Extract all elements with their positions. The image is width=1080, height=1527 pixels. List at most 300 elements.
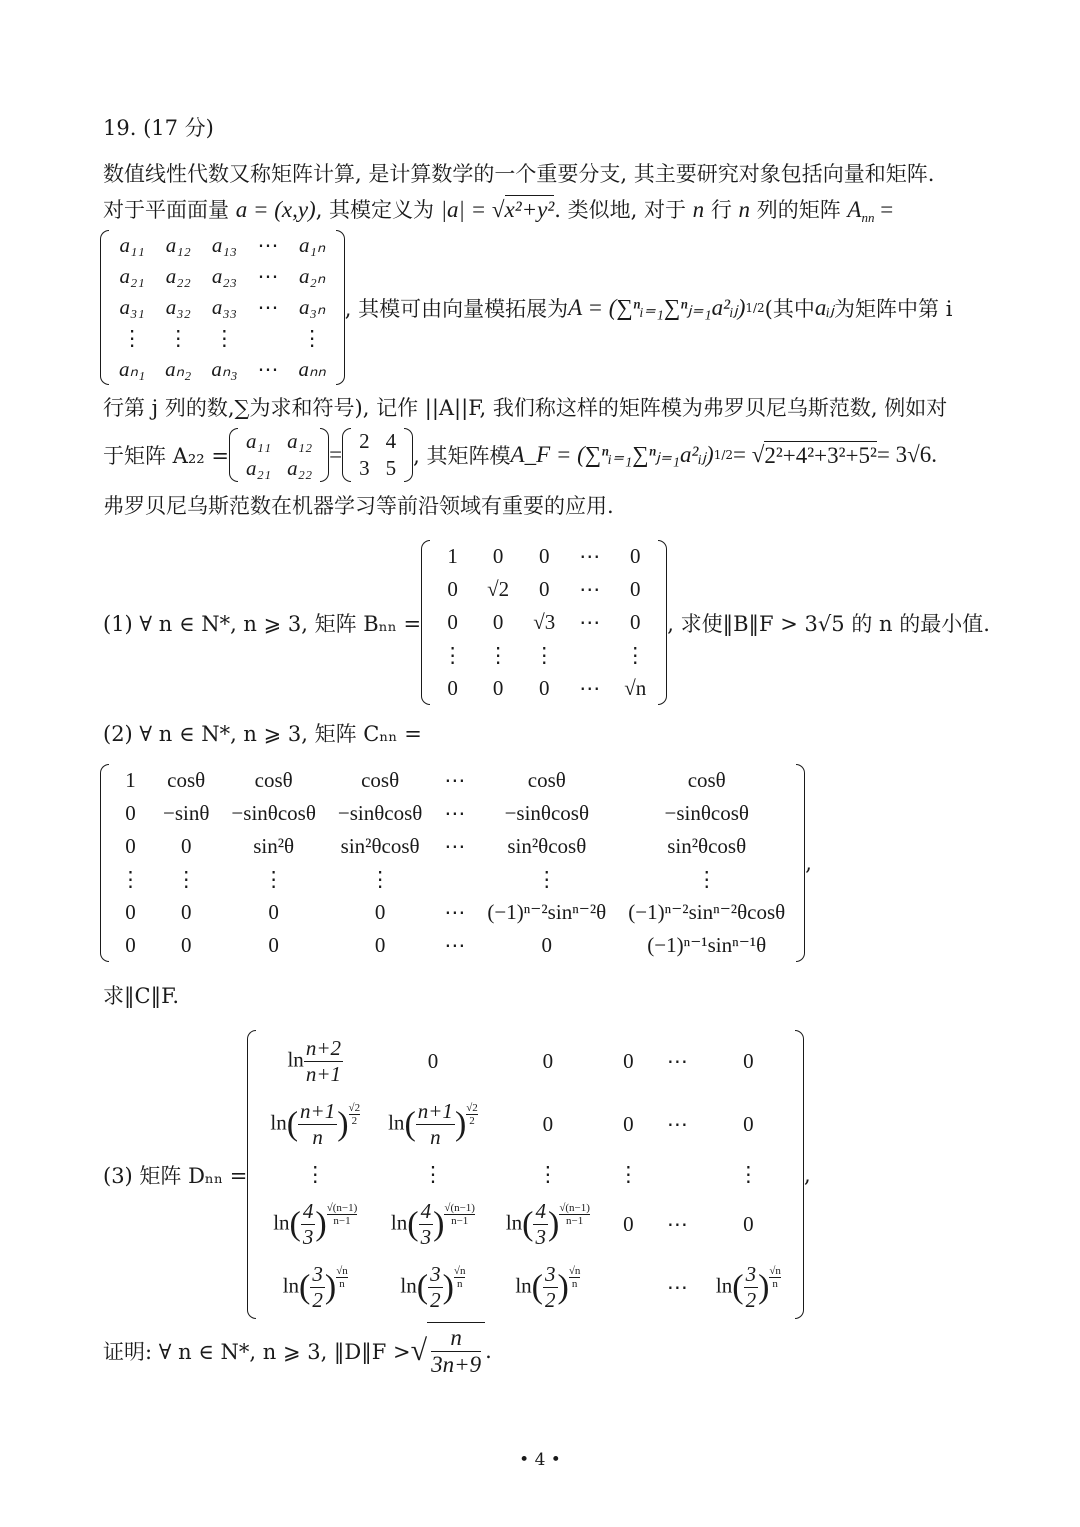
numerator: n+1 <box>300 1099 336 1123</box>
matrix-cell: a₁ₙ <box>299 233 326 257</box>
matrix-cell: cosθ <box>527 768 566 792</box>
question-2-ask: 求‖C‖F. <box>103 984 180 1008</box>
matrix-cell: ⋯ <box>579 676 601 700</box>
matrix-cell: −sinθcosθ <box>231 801 316 825</box>
matrix-row <box>351 428 404 455</box>
matrix-cell <box>248 323 289 354</box>
paren: ( <box>299 1268 311 1306</box>
ln-label: ln <box>273 1210 290 1235</box>
matrix-cell: a₂₂ <box>287 456 313 480</box>
matrix-cell: (−1)ⁿ⁻¹sinⁿ⁻¹θ <box>647 933 767 957</box>
matrix-cell: 1 <box>125 768 136 792</box>
matrix-cell: a₃₂ <box>165 295 191 319</box>
matrix-cell: 2 <box>359 429 370 453</box>
exponent-denominator: n <box>456 1278 463 1291</box>
matrix-C <box>100 764 805 962</box>
matrix-cell: sin²θcosθ <box>667 834 747 858</box>
matrix-cell: 0 <box>623 1049 634 1073</box>
matrix-cell: 0 <box>447 577 458 601</box>
paren: ) <box>758 1268 770 1306</box>
paren: ) <box>454 1105 467 1143</box>
ln-label: ln <box>388 1110 405 1135</box>
matrix-cell: ⋮ <box>737 1162 759 1186</box>
exponent <box>466 1102 478 1127</box>
matrix-cell: ⋮ <box>167 326 189 350</box>
fraction <box>419 1199 434 1250</box>
matrix-cell: 0 <box>447 676 458 700</box>
denominator: n <box>430 1125 441 1149</box>
matrix-row <box>430 672 658 705</box>
left-paren <box>421 540 430 705</box>
matrix-cell: ⋮ <box>301 326 323 350</box>
matrix-cell: ⋯ <box>257 233 279 257</box>
paren: ) <box>547 1205 560 1243</box>
text: 为矩阵中第 i <box>834 296 953 321</box>
matrix-cell: 0 <box>743 1049 754 1073</box>
matrix-cell: √3 <box>533 610 556 634</box>
matrix-row <box>109 830 796 863</box>
matrix-cell: 0 <box>629 577 641 601</box>
denominator: 2 <box>745 1288 757 1312</box>
matrix-cell <box>256 1030 374 1093</box>
matrix-cell: ⋯ <box>257 357 279 381</box>
math: n <box>738 197 751 222</box>
matrix-D <box>247 1030 804 1319</box>
matrix-A22-values <box>342 428 413 482</box>
math: = <box>329 442 343 467</box>
proof-statement: 证明: ∀ n ∈ N*, n ⩾ 3, ‖D‖F > √ $\frac{n}{3n+9}$ . <box>103 1322 492 1380</box>
matrix-cell: cosθ <box>361 768 400 792</box>
paren: ( <box>522 1205 534 1243</box>
right-paren <box>320 428 329 482</box>
numerator: 3 <box>430 1262 441 1286</box>
matrix-cell <box>492 1256 604 1319</box>
matrix-cell: 0 <box>542 1049 554 1073</box>
matrix-cell: ⋮ <box>304 1162 326 1186</box>
matrix-cell: 0 <box>447 610 458 634</box>
matrix-cell: 5 <box>385 456 397 480</box>
matrix-cell: a₁₂ <box>165 233 191 257</box>
matrix-A22 <box>229 428 329 482</box>
matrix-cell: 0 <box>180 933 192 957</box>
fraction <box>304 1036 343 1087</box>
denominator: n+1 <box>305 1062 341 1086</box>
matrix-cell: ⋮ <box>263 867 285 891</box>
numerator: 3 <box>745 1262 757 1286</box>
matrix-cell <box>702 1256 795 1319</box>
matrix-cell: cosθ <box>254 768 293 792</box>
matrix-cell: 1 <box>447 544 458 568</box>
matrix-cell: a₃ₙ <box>299 295 326 319</box>
paren: ( <box>407 1205 419 1243</box>
matrix-cell <box>256 1093 374 1156</box>
matrix-cell: (−1)ⁿ⁻²sinⁿ⁻²θ <box>487 900 607 924</box>
matrix-cell: sin²θcosθ <box>340 834 420 858</box>
left-paren <box>100 764 109 962</box>
exponent <box>444 1202 475 1227</box>
denominator: 3 <box>535 1225 546 1249</box>
matrix-cell: aₙ₁ <box>119 357 146 381</box>
matrix-cell: 0 <box>492 676 504 700</box>
matrix-cell: a₃₃ <box>211 295 237 319</box>
matrix-row <box>109 323 336 354</box>
matrix-row <box>109 863 796 896</box>
matrix-row <box>109 896 796 929</box>
matrix-cell: (−1)ⁿ⁻²sinⁿ⁻²θcosθ <box>628 900 786 924</box>
numerator: 4 <box>535 1199 546 1223</box>
matrix-cell: ⋯ <box>444 768 466 792</box>
math: 1/2 <box>713 448 734 462</box>
fraction <box>298 1099 337 1150</box>
matrix-cell: ⋮ <box>537 1162 559 1186</box>
matrix-cell: ⋯ <box>666 1275 688 1299</box>
matrix-cell <box>604 1256 653 1319</box>
matrix-cell: ⋯ <box>666 1049 688 1073</box>
matrix-cell: ⋯ <box>579 610 601 634</box>
ln-label: ln <box>287 1047 304 1072</box>
paren: ) <box>324 1268 337 1306</box>
exponent-denominator: n−1 <box>451 1215 469 1228</box>
matrix-cell: ⋯ <box>444 834 466 858</box>
matrix-cell: 4 <box>385 429 397 453</box>
matrix-row <box>109 261 336 292</box>
exponent <box>769 1265 781 1290</box>
matrix-cell: a₁₁ <box>119 233 145 257</box>
math: n <box>692 197 705 222</box>
matrix-cell: ⋯ <box>444 900 466 924</box>
matrix-cell: 0 <box>268 933 279 957</box>
question-number: 19. (17 分) <box>103 116 214 140</box>
matrix-cell: ⋮ <box>617 1162 639 1186</box>
paren: ( <box>416 1268 429 1306</box>
matrix-cell: 0 <box>125 933 136 957</box>
matrix-cell: 0 <box>125 801 136 825</box>
text: (其中 <box>764 296 815 321</box>
paren: ) <box>442 1268 454 1306</box>
exponent <box>559 1202 590 1227</box>
matrix-cell: 0 <box>538 577 550 601</box>
matrix-cell: a₁₁ <box>245 429 272 453</box>
fraction <box>427 1322 485 1380</box>
intro-line-1: 数值线性代数又称矩阵计算, 是计算数学的一个重要分支, 其主要研究对象包括向量和矩阵. <box>103 162 935 186</box>
matrix-cell: ⋯ <box>579 577 601 601</box>
matrix-cell: 0 <box>538 676 550 700</box>
matrix-cell: ⋯ <box>257 295 279 319</box>
text: . <box>485 1339 492 1363</box>
matrix-cell: √2 <box>487 577 510 601</box>
fraction <box>301 1199 316 1250</box>
left-paren <box>229 428 238 482</box>
right-paren <box>796 764 805 962</box>
matrix-row <box>256 1030 795 1093</box>
matrix-cell: ⋮ <box>422 1162 444 1186</box>
math: A <box>847 197 862 222</box>
matrix-cell: ⋯ <box>444 801 466 825</box>
matrix-cell: a₁₂ <box>287 429 313 453</box>
text: 对于平面面量 <box>103 198 236 222</box>
math: 2²+4²+3²+5² <box>764 443 877 468</box>
matrix-cell: 0 <box>125 834 136 858</box>
math: nn <box>861 210 875 226</box>
matrix-table <box>109 230 336 385</box>
matrix-cell: ⋯ <box>666 1212 688 1236</box>
intro-line-2 <box>103 194 893 226</box>
paren: ) <box>337 1105 349 1143</box>
matrix-cell <box>374 1193 492 1256</box>
matrix-row <box>430 606 658 639</box>
matrix-cell: 0 <box>427 1049 439 1073</box>
left-paren <box>342 428 351 482</box>
exponent-denominator: 2 <box>351 1115 358 1128</box>
matrix-cell: 0 <box>541 933 553 957</box>
text: 于矩阵 A₂₂ = <box>103 444 229 468</box>
exponent <box>327 1202 358 1227</box>
matrix-cell: ⋯ <box>444 933 466 957</box>
exponent-denominator: n <box>772 1278 778 1291</box>
matrix-cell: a₂₂ <box>165 264 191 288</box>
exponent-numerator: √(n−1) <box>559 1202 590 1215</box>
matrix-cell <box>433 863 476 896</box>
matrix-table <box>109 764 796 962</box>
left-paren <box>100 230 109 385</box>
fraction <box>744 1262 759 1313</box>
matrix-C-line <box>100 764 812 962</box>
intro-line-6: 弗罗贝尼乌斯范数在机器学习等前沿领域有重要的应用. <box>103 494 614 518</box>
fraction <box>416 1099 455 1150</box>
ln-label: ln <box>400 1273 417 1298</box>
matrix-cell: ⋮ <box>624 643 646 667</box>
matrix-cell: 0 <box>374 900 386 924</box>
matrix-cell: sin²θcosθ <box>507 834 587 858</box>
matrix-cell: 0 <box>492 610 504 634</box>
denominator: 3 <box>420 1225 432 1249</box>
denominator: 2 <box>545 1288 556 1312</box>
right-paren <box>795 1030 804 1319</box>
matrix-cell <box>492 1193 604 1256</box>
matrix-cell <box>374 1256 492 1319</box>
matrix-row <box>430 639 658 672</box>
matrix-cell: ⋮ <box>121 326 143 350</box>
matrix-row <box>109 354 336 385</box>
exponent-denominator: n−1 <box>333 1215 351 1228</box>
question-1 <box>103 540 990 705</box>
matrix-cell: ⋮ <box>120 867 141 891</box>
ln-label: ln <box>715 1273 733 1298</box>
math: x²+y² <box>504 197 555 222</box>
exponent-numerator: √2 <box>466 1102 478 1115</box>
ln-label: ln <box>505 1210 523 1235</box>
fraction <box>428 1262 443 1313</box>
text: 证明: ∀ n ∈ N*, n ⩾ 3, ‖D‖F > <box>103 1340 411 1364</box>
exponent-numerator: √n <box>568 1265 581 1278</box>
matrix-cell: −sinθ <box>163 801 210 825</box>
matrix-cell: 0 <box>268 900 279 924</box>
matrix-row <box>256 1156 795 1193</box>
exponent <box>454 1265 466 1290</box>
exponent-numerator: √2 <box>348 1102 361 1115</box>
matrix-row <box>256 1193 795 1256</box>
numerator: 3 <box>312 1262 323 1286</box>
matrix-cell: ⋮ <box>487 643 509 667</box>
matrix-cell: √n <box>624 676 647 700</box>
fraction <box>533 1199 548 1250</box>
matrix-cell: a₂₃ <box>211 264 237 288</box>
text: , <box>805 851 812 875</box>
matrix-cell: −sinθcosθ <box>337 801 423 825</box>
ln-label: ln <box>282 1273 300 1298</box>
matrix-row <box>238 455 320 482</box>
matrix-cell: 0 <box>542 1112 554 1136</box>
text: , 求使‖B‖F > 3√5 的 n 的最小值. <box>667 611 990 636</box>
paren: ( <box>531 1268 543 1306</box>
exponent <box>569 1265 581 1290</box>
exponent <box>336 1265 348 1290</box>
numerator: n+1 <box>417 1099 453 1123</box>
right-paren <box>336 230 345 385</box>
exponent-numerator: √n <box>336 1265 348 1278</box>
denominator: n <box>312 1125 323 1149</box>
question-3 <box>103 1030 811 1319</box>
matrix-cell: 0 <box>538 544 550 568</box>
ln-label: ln <box>390 1210 408 1235</box>
numerator: 4 <box>302 1199 314 1223</box>
matrix-cell: 0 <box>743 1112 754 1136</box>
matrix-table <box>430 540 658 705</box>
matrix-cell: 0 <box>492 544 504 568</box>
math: = <box>874 197 894 222</box>
text: , 其模定义为 <box>315 198 441 222</box>
matrix-cell: 0 <box>180 834 192 858</box>
denominator: 2 <box>430 1288 441 1312</box>
matrix-table <box>238 428 320 482</box>
matrix-A <box>100 230 345 385</box>
matrix-row <box>256 1093 795 1156</box>
paren: ( <box>289 1205 301 1243</box>
text: , <box>803 1162 811 1187</box>
matrix-cell: a₂₁ <box>119 264 145 288</box>
denominator: 3n+9 <box>431 1352 482 1377</box>
matrix-cell: sin²θ <box>253 834 295 858</box>
matrix-cell: 0 <box>629 610 641 634</box>
math: 1/2 <box>745 300 765 315</box>
matrix-B <box>421 540 667 705</box>
matrix-row <box>351 455 404 482</box>
matrix-row <box>256 1256 795 1319</box>
exponent-numerator: √(n−1) <box>326 1202 358 1215</box>
matrix-row <box>238 428 320 455</box>
matrix-row <box>109 292 336 323</box>
matrix-cell: a₁₃ <box>211 233 237 257</box>
matrix-cell <box>567 639 612 672</box>
matrix-cell: cosθ <box>167 768 206 792</box>
fraction <box>543 1262 558 1313</box>
text: . 类似地, 对于 <box>554 198 693 222</box>
matrix-cell: 0 <box>374 933 386 957</box>
matrix-cell: 0 <box>623 1212 634 1236</box>
matrix-row <box>109 230 336 261</box>
exponent-numerator: √n <box>769 1265 781 1278</box>
matrix-cell: cosθ <box>687 768 726 792</box>
right-paren <box>404 428 413 482</box>
matrix-cell: ⋯ <box>579 544 601 568</box>
paren: ) <box>557 1268 569 1306</box>
text: , 其模可由向量模拓展为 <box>344 296 569 321</box>
text: (3) 矩阵 Dₙₙ = <box>103 1163 248 1188</box>
matrix-cell: aₙ₂ <box>165 357 192 381</box>
right-paren <box>658 540 667 705</box>
numerator: n+2 <box>305 1036 341 1060</box>
matrix-row <box>109 764 796 797</box>
numerator: 3 <box>545 1262 556 1286</box>
numerator: 4 <box>420 1199 432 1223</box>
ln-label: ln <box>270 1110 287 1135</box>
exponent-numerator: √n <box>453 1265 466 1278</box>
matrix-cell: ⋮ <box>213 326 235 350</box>
page-number: • 4 • <box>519 1450 561 1470</box>
matrix-cell <box>374 1093 492 1156</box>
text: (1) ∀ n ∈ N*, n ⩾ 3, 矩阵 Bₙₙ = <box>103 611 422 636</box>
math: A_F = (∑ⁿᵢ₌₁∑ⁿⱼ₌₁a²ᵢⱼ) <box>510 442 714 467</box>
paren: ) <box>315 1205 327 1243</box>
matrix-cell: −sinθcosθ <box>504 801 590 825</box>
matrix-cell: ⋮ <box>533 643 555 667</box>
matrix-cell: a₂ₙ <box>299 264 326 288</box>
math: = √ <box>733 442 765 467</box>
intro-line-5 <box>103 428 937 482</box>
matrix-cell: 0 <box>743 1212 754 1236</box>
matrix-cell: 3 <box>359 456 370 480</box>
paren: ( <box>404 1105 416 1143</box>
paren: ) <box>433 1205 445 1243</box>
matrix-cell: ⋮ <box>175 867 197 891</box>
matrix-cell <box>256 1193 374 1256</box>
numerator: n <box>431 1325 481 1352</box>
ln-label: ln <box>515 1273 532 1298</box>
matrix-cell: aₙₙ <box>298 357 326 381</box>
matrix-cell: 0 <box>180 900 192 924</box>
matrix-row <box>109 797 796 830</box>
matrix-cell: ⋮ <box>536 867 558 891</box>
paren: ( <box>732 1268 744 1306</box>
exponent-denominator: n <box>339 1278 345 1291</box>
matrix-row <box>430 573 658 606</box>
matrix-table <box>351 428 404 482</box>
matrix-cell: a₃₁ <box>119 295 145 319</box>
text: 行 <box>704 198 739 222</box>
denominator: 2 <box>312 1288 323 1312</box>
matrix-cell: ⋮ <box>369 867 391 891</box>
exponent <box>349 1102 361 1127</box>
paren: ( <box>286 1105 299 1143</box>
text: , 其矩阵模 <box>413 444 511 468</box>
question-2: (2) ∀ n ∈ N*, n ⩾ 3, 矩阵 Cₙₙ = <box>103 722 422 746</box>
matrix-cell: 0 <box>629 544 641 568</box>
matrix-cell: ⋯ <box>666 1112 688 1136</box>
matrix-cell: aₙ₃ <box>211 357 238 381</box>
matrix-A-line <box>100 230 952 385</box>
matrix-row <box>109 929 796 962</box>
matrix-table <box>256 1030 795 1319</box>
denominator: 3 <box>302 1225 314 1249</box>
exponent-denominator: n <box>571 1278 578 1291</box>
intro-line-4: 行第 j 列的数,∑为求和符号), 记作 ||A||F, 我们称这样的矩阵模为弗罗贝尼乌斯范数, 例如对 <box>103 396 948 420</box>
math: aᵢⱼ <box>814 294 835 320</box>
matrix-row <box>430 540 658 573</box>
math: = 3√6. <box>876 442 938 467</box>
math: A = (∑ⁿᵢ₌₁∑ⁿⱼ₌₁a²ᵢⱼ) <box>568 294 746 320</box>
exponent-numerator: √(n−1) <box>444 1202 475 1215</box>
matrix-cell: ⋯ <box>257 264 279 288</box>
